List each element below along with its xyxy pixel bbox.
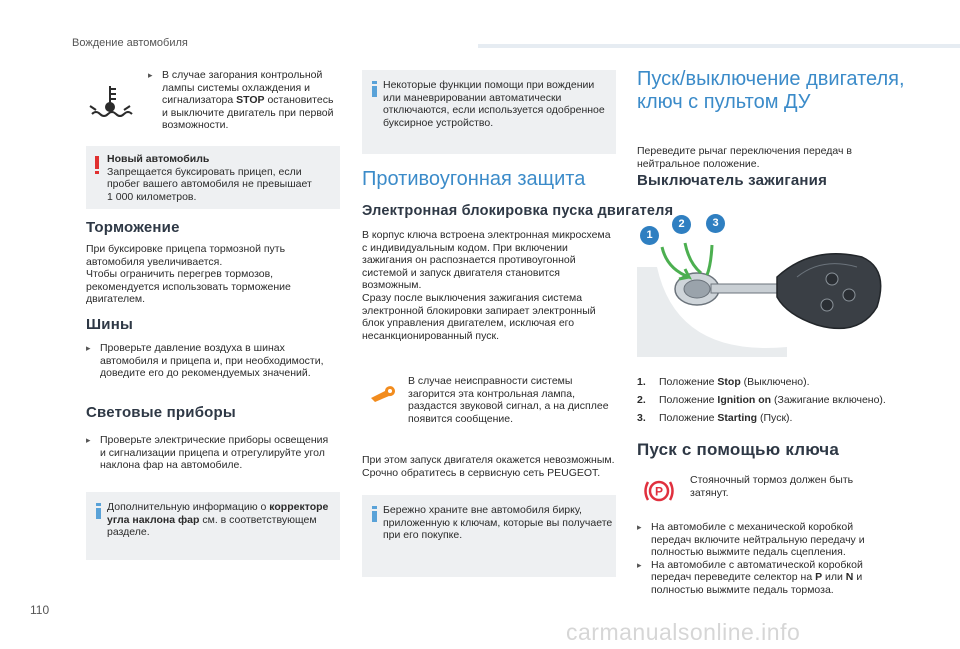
lights-title: Световые приборы (86, 404, 236, 421)
new-car-line: Запрещается буксировать прицеп, если (107, 165, 302, 178)
parking-brake-note: Стояночный тормоз должен быть затянут. (690, 474, 854, 499)
position-item: 2. Положение Ignition on (Зажигание включено). (637, 394, 886, 406)
ignition-positions-list (637, 373, 937, 427)
coolant-temperature-icon (86, 82, 134, 122)
bullet-marker: ▸ (637, 522, 642, 532)
bullet-marker: ▸ (86, 343, 91, 353)
svg-text:P: P (654, 484, 664, 499)
header-rule (478, 44, 960, 48)
assist-info-box: Некоторые функции помощи при вождении или маневрировании автоматически отключаются, если используется одобренное буксирное устройство. (362, 70, 616, 154)
info-icon (96, 503, 101, 521)
callout-1: 1 (640, 226, 659, 245)
ignition-switch-title: Выключатель зажигания (637, 172, 828, 189)
watermark: carmanualsonline.info (566, 619, 801, 645)
neutral-intro-text: Переведите рычаг переключения передач в нейтральное положение. (637, 145, 852, 170)
bullet-marker: ▸ (86, 435, 91, 445)
braking-title: Торможение (86, 219, 180, 236)
tyres-text: ▸ Проверьте давление воздуха в шинах автомобиля и прицепа и, при необходимости, доведите его до рекомендуемых значений. (86, 342, 324, 380)
callout-3: 3 (706, 214, 725, 233)
immobiliser-text: В корпус ключа встроена электронная микросхема с индивидуальным кодом. При включении зажигания он распознается противоугонной системой и запуск двигателя становится возможным. Сразу после выключения зажигания система электронной блокировки запирает электронный блок управления двигателем, исключая его несанкционированный пуск. (362, 229, 611, 342)
antitheft-section-title: Противоугонная защита (362, 168, 586, 190)
bullet-marker: ▸ (637, 559, 642, 570)
immobiliser-title: Электронная блокировка пуска двигателя (362, 203, 674, 219)
tyres-title: Шины (86, 316, 133, 333)
start-impossible-text: При этом запуск двигателя окажется невозможным. Срочно обратитесь в сервисную сеть PEUGEOT. (362, 454, 615, 479)
new-car-title: Новый автомобиль (107, 153, 210, 165)
coolant-paragraph: ▸ В случае загорания контрольной лампы системы охлаждения и сигнализатора STOP остановитесь и выключите двигатель при первой возможности. (148, 69, 334, 132)
warning-exclamation-icon (95, 156, 99, 174)
braking-text: При буксировке прицепа тормозной путь автомобиля увеличивается. Чтобы ограничить перегрев тормозов, рекомендуется использовать торможение двигателем. (86, 243, 291, 306)
parking-brake-icon (643, 477, 675, 505)
header-title: Вождение автомобиля (72, 37, 188, 49)
callout-2: 2 (672, 215, 691, 234)
info-icon (372, 81, 377, 99)
bullet-marker: ▸ (148, 70, 153, 80)
start-procedure-text: ▸ На автомобиле с механической коробкой передач включите нейтральную передачу и полностью выжмите педаль сцепления. ▸ На автомобиле с автоматической коробкой передач переведите селектор на P или N и полностью выжмите педаль тормоза. (637, 521, 865, 596)
position-item: 1. Положение Stop (Выключено). (637, 376, 810, 388)
engine-start-section-title: Пуск/выключение двигателя, ключ с пультом ДУ (637, 68, 905, 113)
key-tag-info-box: Бережно храните вне автомобиля бирку, приложенную к ключам, которые вы получаете при его покупке. (362, 495, 616, 577)
new-car-line: 1 000 километров. (107, 190, 197, 203)
new-car-warning-box (86, 146, 340, 209)
wrench-warning-icon (368, 384, 396, 404)
position-item: 3. Положение Starting (Пуск). (637, 412, 793, 424)
page-number: 110 (30, 603, 50, 617)
lights-text: ▸ Проверьте электрические приборы освещения и сигнализации прицепа и отрегулируйте угол наклона фар на автомобиле. (86, 434, 329, 472)
immobiliser-fault-text: В случае неисправности системы загорится эта контрольная лампа, раздастся звуковой сигнал, а на дисплее появится сообщение. (408, 375, 609, 425)
key-start-title: Пуск с помощью ключа (637, 440, 840, 459)
headlamp-info-box: Дополнительную информацию о корректоре угла наклона фар см. в соответствующем разделе. (86, 492, 340, 560)
new-car-line: пробег вашего автомобиля не превышает (107, 178, 312, 191)
info-icon (372, 506, 377, 524)
